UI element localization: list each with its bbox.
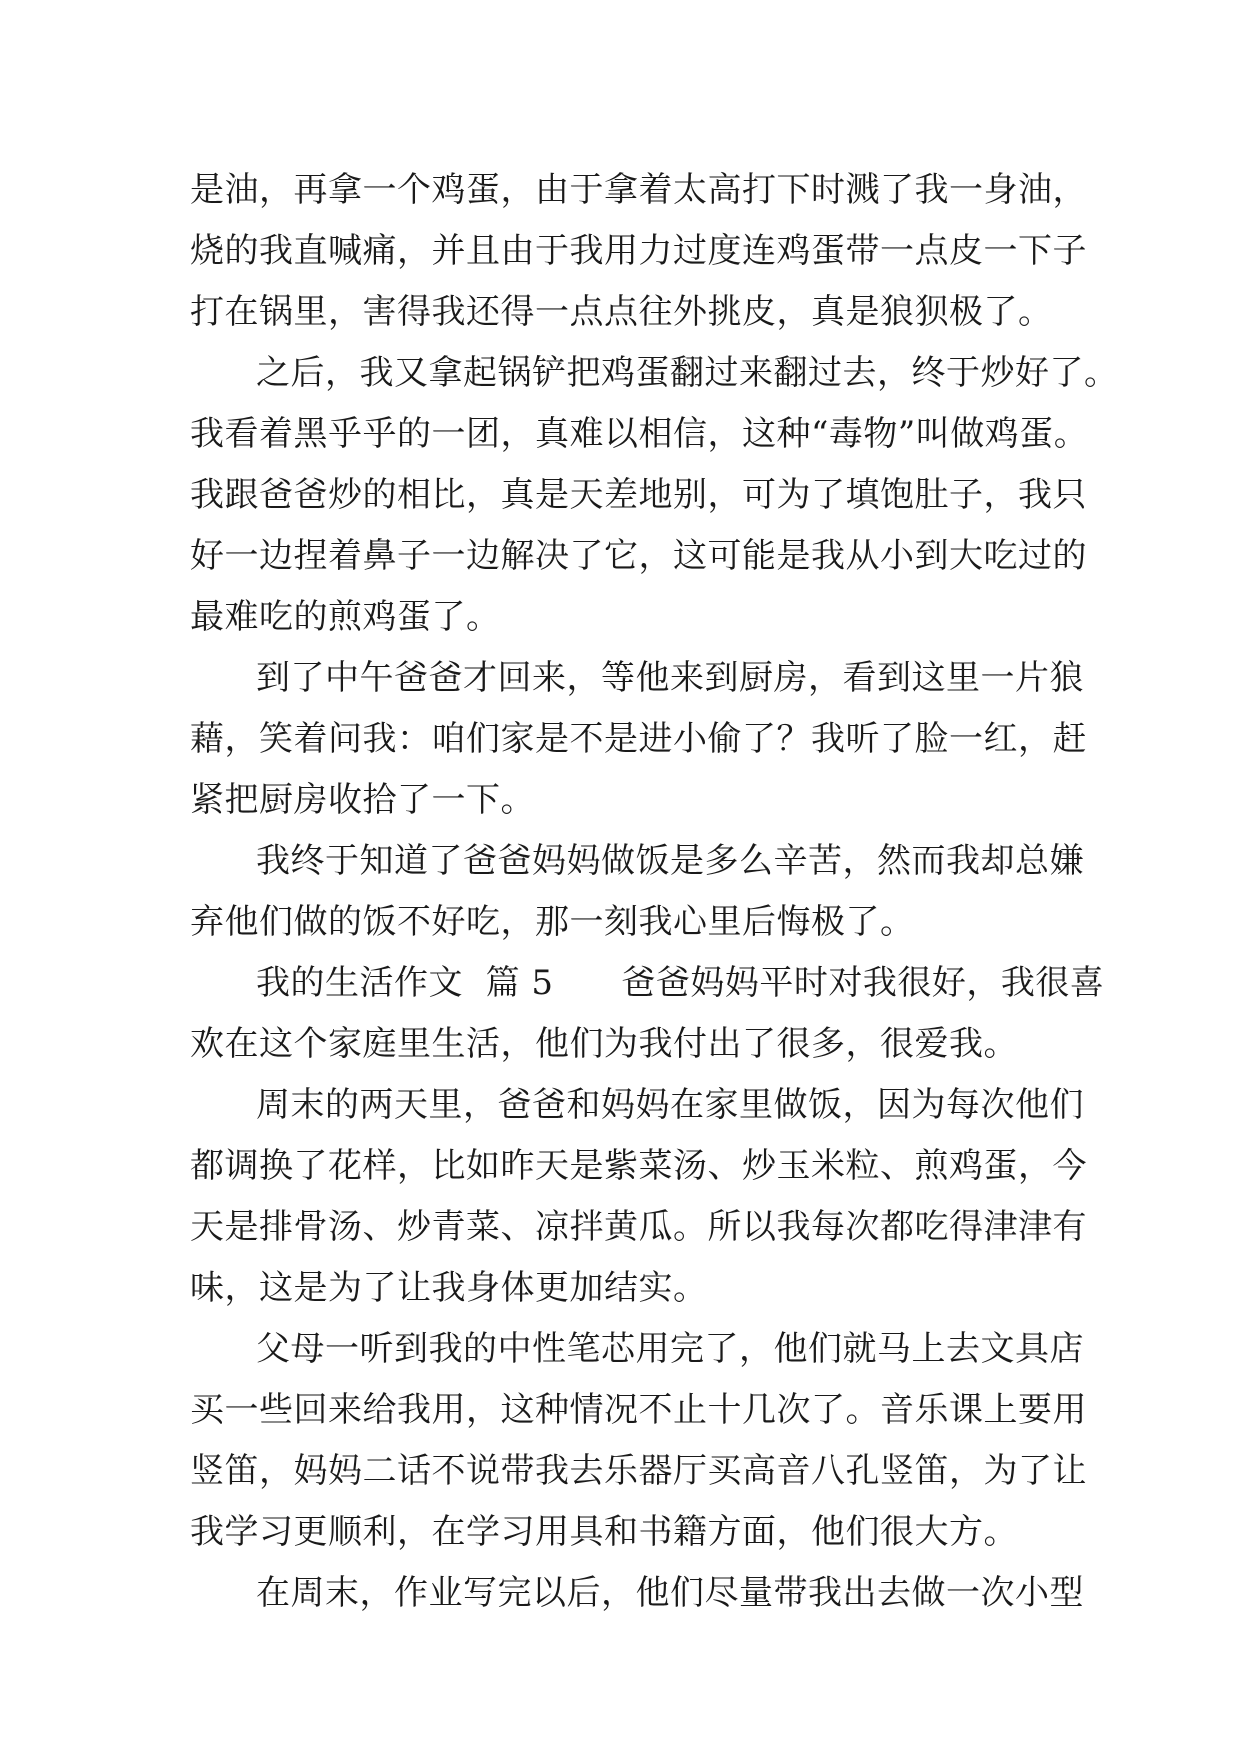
text-line: 烧的我直喊痛，并且由于我用力过度连鸡蛋带一点皮一下子 (190, 231, 1087, 271)
text-line: 天是排骨汤、炒青菜、凉拌黄瓜。所以我每次都吃得津津有 (190, 1207, 1087, 1247)
text-line: 打在锅里，害得我还得一点点往外挑皮，真是狼狈极了。 (190, 292, 1053, 332)
text-line: 是油，再拿一个鸡蛋，由于拿着太高打下时溅了我一身油， (190, 170, 1087, 210)
text-line: 藉，笑着问我：咱们家是不是进小偷了？我听了脸一红，赶 (190, 719, 1087, 759)
paragraph-start-line: 周末的两天里，爸爸和妈妈在家里做饭，因为每次他们 (256, 1085, 1084, 1125)
text-line: 我跟爸爸炒的相比，真是天差地别，可为了填饱肚子，我只 (190, 475, 1087, 515)
text-line: 竖笛，妈妈二话不说带我去乐器厅买高音八孔竖笛，为了让 (190, 1451, 1087, 1491)
text-line: 弃他们做的饭不好吃，那一刻我心里后悔极了。 (190, 902, 915, 942)
document-body (190, 160, 1119, 1624)
text-line: 好一边捏着鼻子一边解决了它，这可能是我从小到大吃过的 (190, 536, 1087, 576)
text-line: 味，这是为了让我身体更加结实。 (190, 1268, 708, 1308)
paragraph-start-line: 父母一听到我的中性笔芯用完了，他们就马上去文具店 (256, 1329, 1084, 1369)
section-heading-line: 我的生活作文 篇 5 爸爸妈妈平时对我很好，我很喜 (256, 963, 1105, 1003)
paragraph-start-line: 到了中午爸爸才回来，等他来到厨房，看到这里一片狼 (256, 658, 1084, 698)
paragraph-start-line: 之后，我又拿起锅铲把鸡蛋翻过来翻过去，终于炒好了。 (256, 353, 1119, 393)
text-line: 都调换了花样，比如昨天是紫菜汤、炒玉米粒、煎鸡蛋，今 (190, 1146, 1087, 1186)
paragraph-start-line: 我终于知道了爸爸妈妈做饭是多么辛苦，然而我却总嫌 (256, 841, 1084, 881)
text-line: 欢在这个家庭里生活，他们为我付出了很多，很爱我。 (190, 1024, 1018, 1064)
text-line: 紧把厨房收拾了一下。 (190, 780, 535, 820)
text-line: 最难吃的煎鸡蛋了。 (190, 597, 501, 637)
paragraph-start-line: 在周末，作业写完以后，他们尽量带我出去做一次小型 (256, 1573, 1084, 1613)
text-line: 我学习更顺利，在学习用具和书籍方面，他们很大方。 (190, 1512, 1018, 1552)
text-line: 买一些回来给我用，这种情况不止十几次了。音乐课上要用 (190, 1390, 1087, 1430)
text-line: 我看着黑乎乎的一团，真难以相信，这种“毒物”叫做鸡蛋。 (190, 414, 1089, 454)
